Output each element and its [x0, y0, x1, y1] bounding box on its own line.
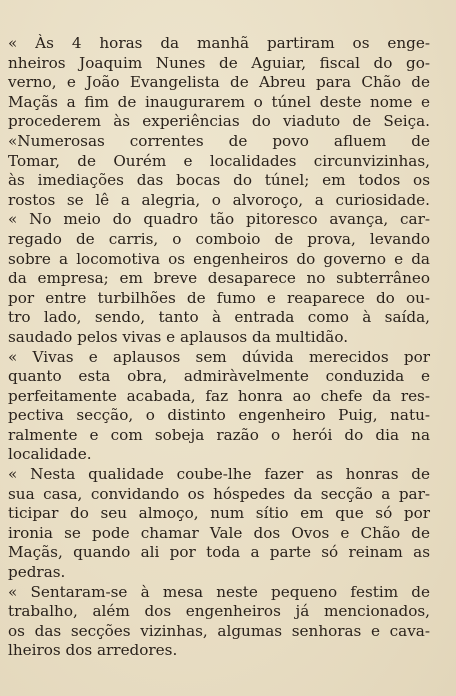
text-line: pectiva secção, o distinto engenheiro Puig, natu- — [8, 406, 430, 425]
text-line: ralmente e com sobeja razão o herói do dia na — [8, 425, 430, 444]
text-line: Maçãs, quando ali por toda a parte só reinam as — [8, 543, 430, 562]
text-line: da empresa; em breve desaparece no subterrâneo — [8, 269, 430, 288]
text-line: às imediações das bocas do túnel; em todos os — [8, 171, 430, 190]
text-line: lheiros dos arredores. — [8, 641, 178, 660]
text-line: ticipar do seu almoço, num sítio em que só por — [8, 504, 430, 523]
text-line: verno, e João Evangelista de Abreu para Chão de — [8, 73, 430, 92]
text-line: trabalho, além dos engenheiros já mencionados, — [8, 602, 430, 621]
text-line: regado de carris, o comboio de prova, levando — [8, 229, 430, 248]
text-line: os das secções vizinhas, algumas senhoras e cava- — [8, 621, 430, 640]
text-line: « Nesta qualidade coube-lhe fazer as honras de — [8, 465, 430, 484]
text-line: « Vivas e aplausos sem dúvida merecidos por — [8, 347, 430, 366]
text-line: Tomar, de Ourém e localidades circunvizinhas, — [8, 151, 430, 170]
text-line: Maçãs a fim de inaugurarem o túnel deste nome e — [8, 92, 430, 111]
text-line: ironia se pode chamar Vale dos Ovos e Chão de — [8, 523, 430, 542]
text-line: localidade. — [8, 445, 92, 464]
text-line: «Numerosas correntes de povo afluem de — [8, 131, 430, 150]
text-line: perfeitamente acabada, faz honra ao chefe da res- — [8, 386, 430, 405]
text-line: saudado pelos vivas e aplausos da multidão. — [8, 327, 349, 346]
text-line: « No meio do quadro tão pitoresco avança, car- — [8, 210, 430, 229]
text-line: nheiros Joaquim Nunes de Aguiar, fiscal do go- — [8, 53, 430, 72]
text-line: pedras. — [8, 563, 66, 582]
text-line: « Às 4 horas da manhã partiram os enge- — [8, 34, 430, 52]
text-line: sobre a locomotiva os engenheiros do governo e da — [8, 249, 430, 268]
text-line: tro lado, sendo, tanto à entrada como à saída, — [8, 308, 430, 327]
article-text — [8, 34, 430, 661]
text-line: sua casa, convidando os hóspedes da secção a par- — [8, 484, 430, 503]
text-line: por entre turbilhões de fumo e reaparece do ou- — [8, 288, 430, 307]
text-line: procederem às experiências do viaduto de Seiça. — [8, 112, 430, 131]
text-line: quanto esta obra, admiràvelmente conduzida e — [8, 367, 430, 386]
text-line: rostos se lê a alegria, o alvoroço, a curiosidade. — [8, 190, 430, 209]
text-line: « Sentaram-se à mesa neste pequeno festim de — [8, 582, 430, 601]
